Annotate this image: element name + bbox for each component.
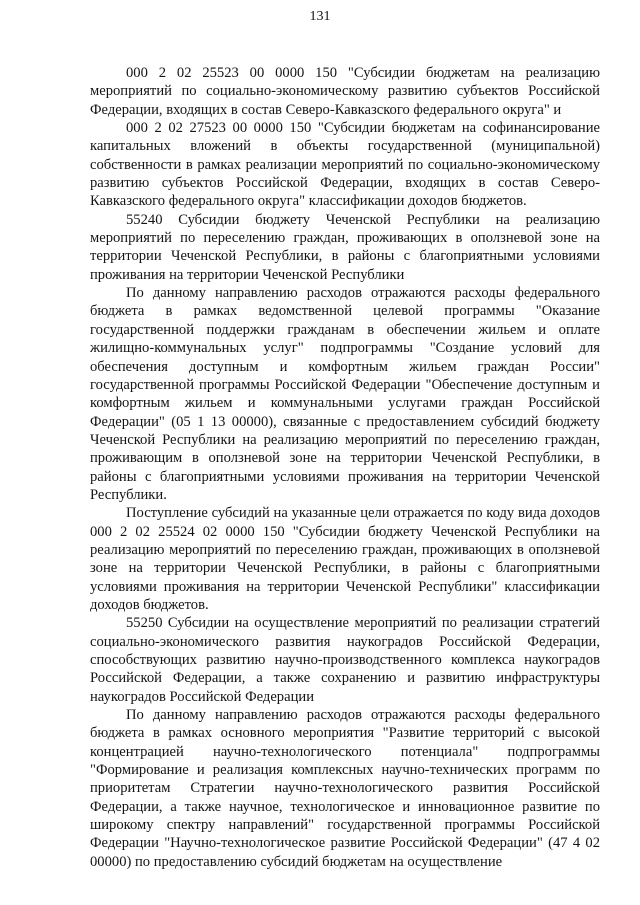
paragraph: 55240 Субсидии бюджету Чеченской Республики на реализацию мероприятий по переселению граждан, проживающих в оползневой зоне на территории Чеченской Республики, в районы с благоприятными условиями проживания на территории Чеченской Республики <box>90 211 600 283</box>
paragraph: 000 2 02 27523 00 0000 150 "Субсидии бюджетам на софинансирование капитальных вложений в объекты государственной (муниципальной) собственности в рамках реализации мероприятий по социально-экономическому развитию субъектов Российской Федерации, входящих в состав Северо-Кавказского федерального округа" классификации доходов бюджетов. <box>90 120 600 210</box>
page-number: 131 <box>309 9 331 24</box>
paragraph: По данному направлению расходов отражаются расходы федерального бюджета в рамках ведомственной целевой программы "Оказание государственной поддержки гражданам в обеспечении жильем и оплате жилищно-коммунальных услуг" подпрограммы "Создание условий для обеспечения доступным и комфортным жильем граждан России" государственной программы Российской Федерации "Обеспечение доступным и комфортным жильем и коммунальными услугами граждан Российской Федерации" (05 1 13 00000), связанные с предоставлением субсидий бюджету Чеченской Республики на реализацию мероприятий по переселению граждан, проживающим в оползневой зоне на территории Чеченской Республики, в районы с благоприятными условиями проживания на территории Чеченской Республики. <box>90 285 600 503</box>
paragraph: Поступление субсидий на указанные цели отражается по коду вида доходов 000 2 02 25524 02 0000 150 "Субсидии бюджету Чеченской Республики на реализацию мероприятий по переселению граждан, проживающих в оползневой зоне на территории Чеченской Республики, в районы с благоприятными условиями проживания на территории Чеченской Республики" классификации доходов бюджетов. <box>90 505 600 613</box>
document-body <box>90 64 600 871</box>
paragraph: По данному направлению расходов отражаются расходы федерального бюджета в рамках основного мероприятия "Развитие территорий с высокой концентрацией научно-технологического потенциала" подпрограммы "Формирование и реализация комплексных научно-технических программ по приоритетам Стратегии научно-технологического развития Российской Федерации, а также научное, технологическое и инновационное развитие по широкому спектру направлений" государственной программы Российской Федерации "Научно-технологическое развитие Российской Федерации" (47 4 02 00000) по предоставлению субсидий бюджетам на осуществление <box>90 707 600 870</box>
paragraph: 55250 Субсидии на осуществление мероприятий по реализации стратегий социально-экономического развития наукоградов Российской Федерации, способствующих развитию научно-производственного комплекса наукоградов Российской Федерации, а также сохранению и развитию инфраструктуры наукоградов Российской Федерации <box>90 615 600 705</box>
paragraph: 000 2 02 25523 00 0000 150 "Субсидии бюджетам на реализацию мероприятий по социально-экономическому развитию субъектов Российской Федерации, входящих в состав Северо-Кавказского федерального округа" и <box>90 65 600 118</box>
